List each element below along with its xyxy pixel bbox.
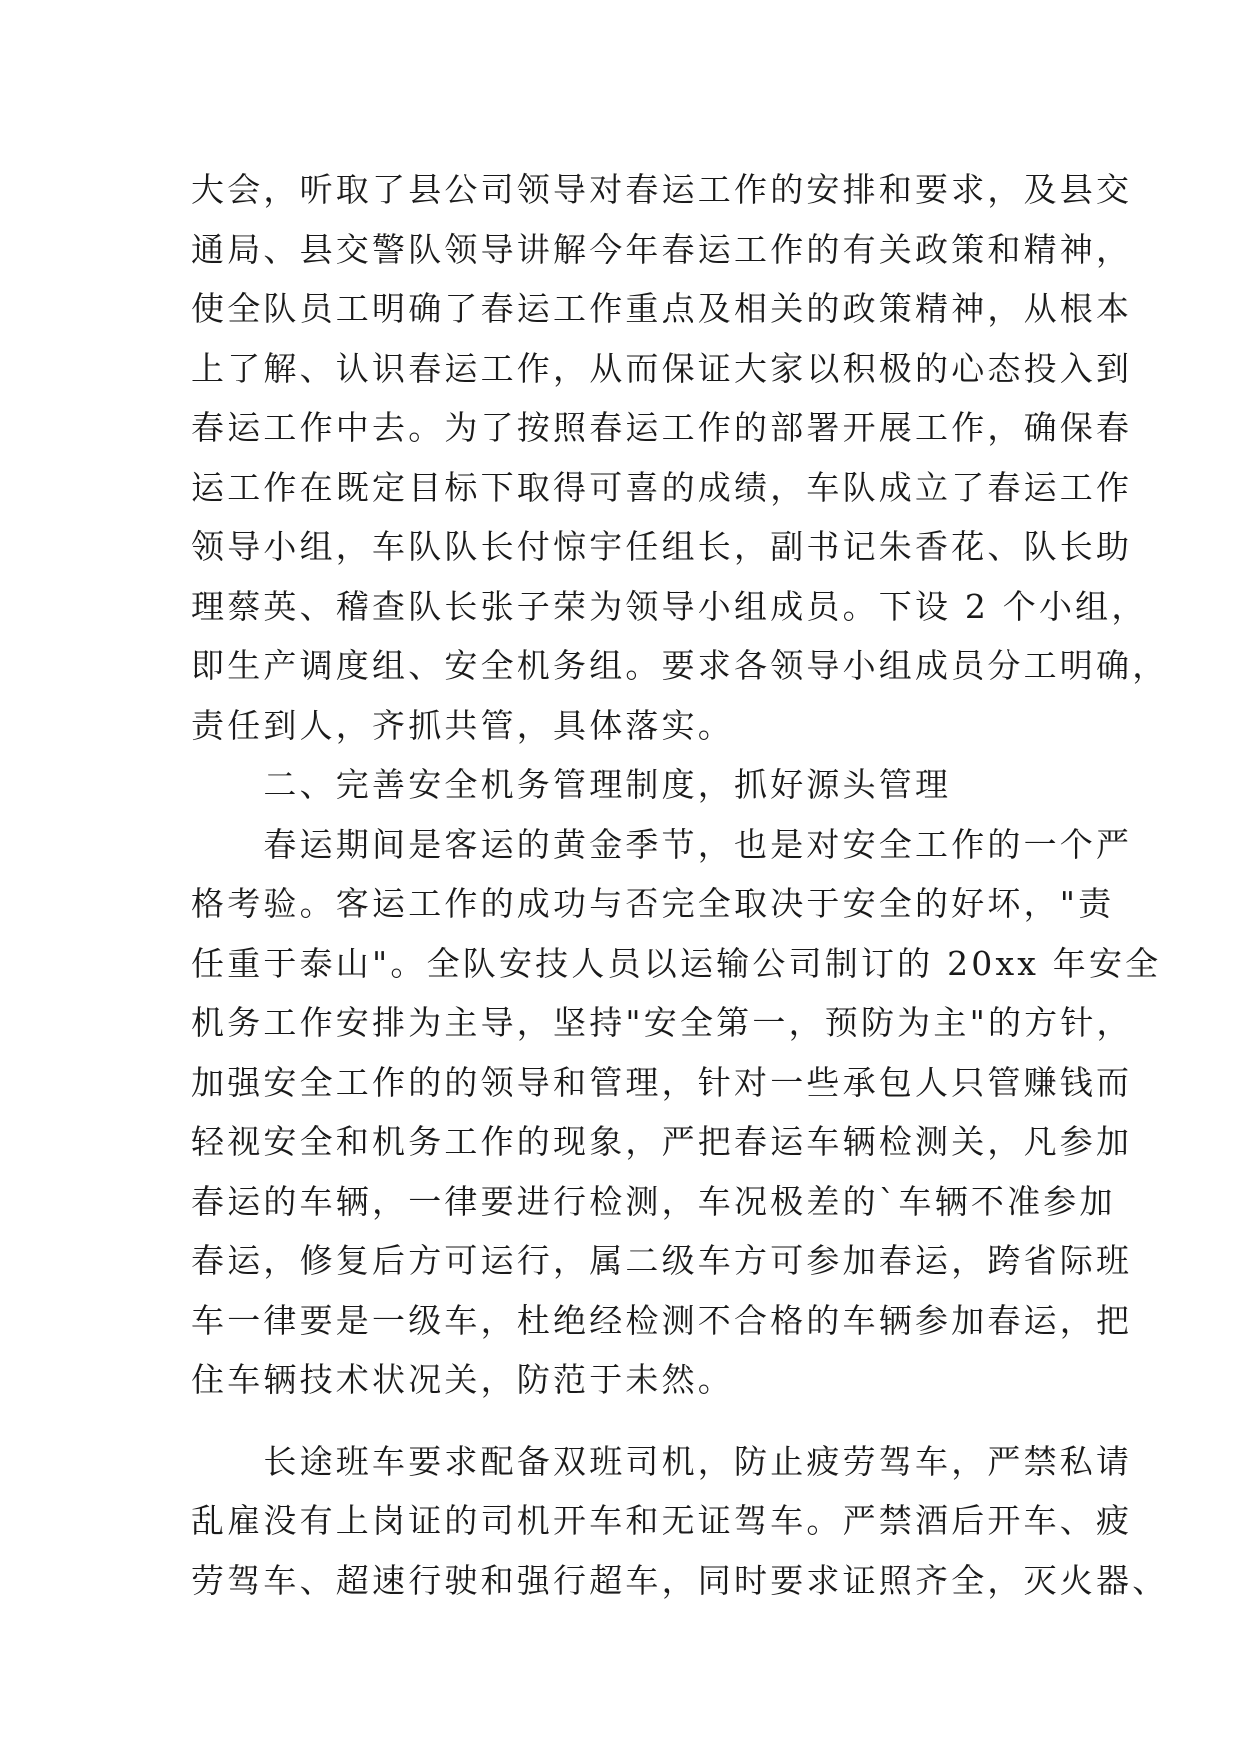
section-heading: 二、完善安全机务管理制度，抓好源头管理 (191, 765, 952, 804)
text-line: 上了解、认识春运工作，从而保证大家以积极的心态投入到 (191, 348, 1133, 388)
text-line: 春运，修复后方可运行，属二级车方可参加春运，跨省际班 (191, 1241, 1133, 1280)
text-line: 春运期间是客运的黄金季节，也是对安全工作的一个严 (191, 824, 1133, 864)
text-line: 车一律要是一级车，杜绝经检测不合格的车辆参加春运，把 (191, 1300, 1133, 1340)
text-line: 运工作在既定目标下取得可喜的成绩，车队成立了春运工作 (191, 467, 1133, 507)
text-line: 轻视安全和机务工作的现象，严把春运车辆检测关，凡参加 (191, 1122, 1133, 1161)
text-line: 机务工作安排为主导，坚持"安全第一，预防为主"的方针， (191, 1003, 1133, 1042)
text-line: 理蔡英、稽查队长张子荣为领导小组成员。下设 2 个小组， (191, 586, 1148, 626)
text-line: 长途班车要求配备双班司机，防止疲劳驾车，严禁私请 (191, 1441, 1133, 1481)
text-line: 加强安全工作的的领导和管理，针对一些承包人只管赚钱而 (191, 1062, 1133, 1102)
paragraph-gap (191, 1410, 1071, 1432)
text-line: 劳驾车、超速行驶和强行超车，同时要求证照齐全，灭火器、 (191, 1560, 1169, 1600)
text-line: 即生产调度组、安全机务组。要求各领导小组成员分工明确， (191, 646, 1169, 685)
text-line: 乱雇没有上岗证的司机开车和无证驾车。严禁酒后开车、疲 (191, 1501, 1133, 1540)
text-line: 大会，听取了县公司领导对春运工作的安排和要求，及县交 (191, 170, 1133, 209)
text-line: 领导小组，车队队长付惊宇任组长，副书记朱香花、队长助 (191, 527, 1133, 566)
document-body (191, 160, 1169, 1610)
text-line: 通局、县交警队领导讲解今年春运工作的有关政策和精神， (191, 229, 1133, 269)
text-line: 责任到人，齐抓共管，具体落实。 (191, 705, 734, 745)
text-line: 格考验。客运工作的成功与否完全取决于安全的好坏，"责 (191, 884, 1115, 923)
text-line: 任重于泰山"。全队安技人员以运输公司制订的 20xx 年安全 (191, 943, 1162, 983)
text-line: 住车辆技术状况关，防范于未然。 (191, 1360, 734, 1399)
text-line: 使全队员工明确了春运工作重点及相关的政策精神，从根本 (191, 289, 1133, 328)
text-line: 春运的车辆，一律要进行检测，车况极差的`车辆不准参加 (191, 1181, 1116, 1221)
text-line: 春运工作中去。为了按照春运工作的部署开展工作，确保春 (191, 408, 1133, 447)
